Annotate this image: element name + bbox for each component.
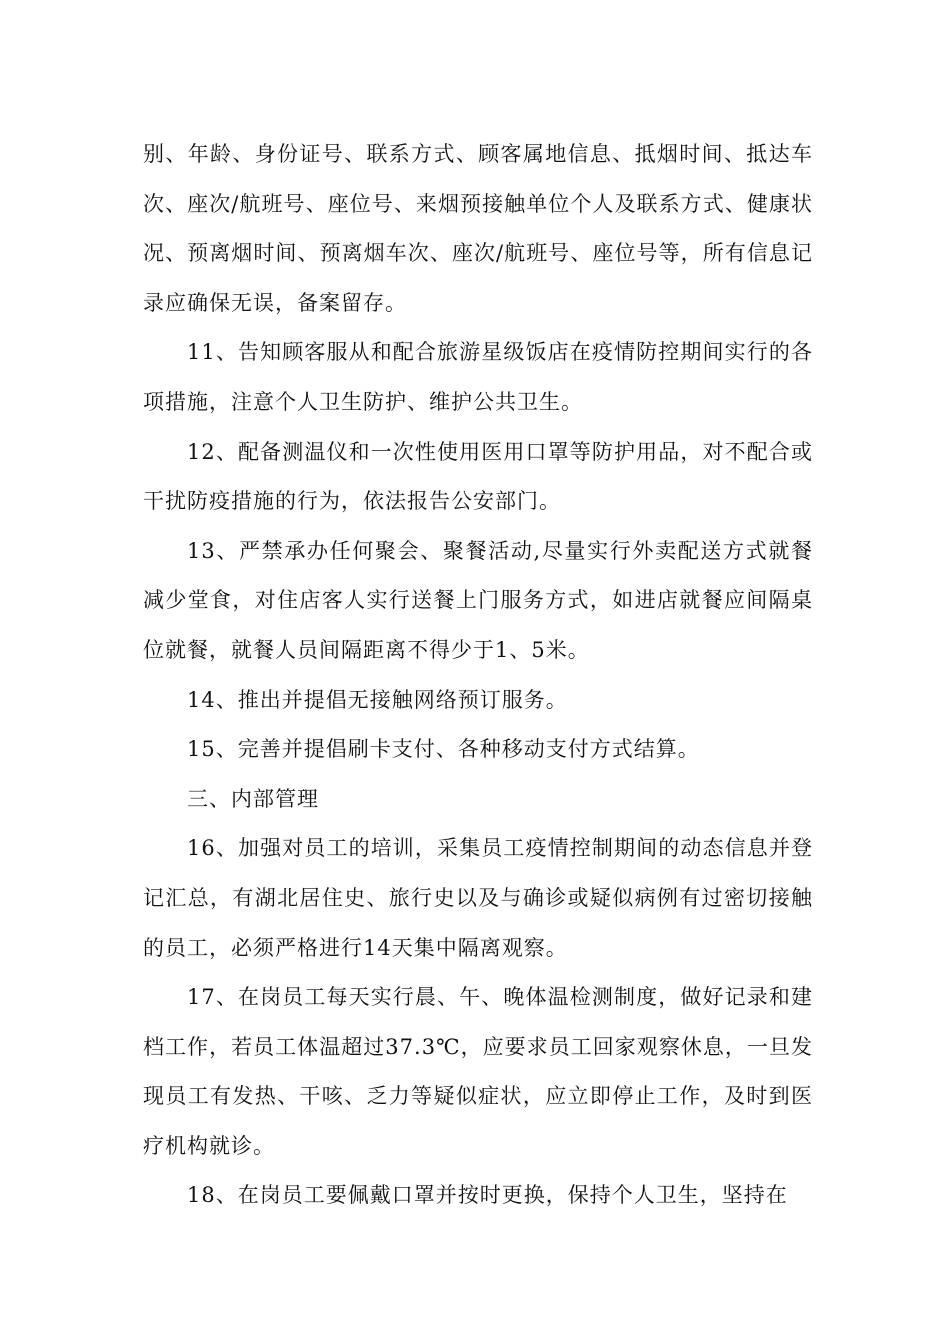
section-heading-internal-management: 三、内部管理	[187, 786, 319, 811]
paragraph-item-18: 18、在岗员工要佩戴口罩并按时更换，保持个人卫生，坚持在	[187, 1183, 788, 1208]
paragraph-item-15: 15、完善并提倡刷卡支付、各种移动支付方式结算。	[187, 737, 700, 762]
paragraph-item-16: 16、加强对员工的培训，采集员工疫情控制期间的动态信息并登记汇总，有湖北居住史、旅行史以及与确诊或疑似病例有过密切接触的员工，必须严格进行14天集中隔离观察。	[143, 836, 813, 960]
paragraph-continued-guest-info: 别、年龄、身份证号、联系方式、顾客属地信息、抵烟时间、抵达车次、座次/航班号、座位号、来烟预接触单位个人及联系方式、健康状况、预离烟时间、预离烟车次、座次/航班号、座位号等，所有信息记录应确保无误，备案留存。	[143, 142, 813, 315]
paragraph-item-12: 12、配备测温仪和一次性使用医用口罩等防护用品，对不配合或干扰防疫措施的行为，依法报告公安部门。	[143, 439, 813, 514]
document-body	[143, 130, 813, 1221]
paragraph-item-11: 11、告知顾客服从和配合旅游星级饭店在疫情防控期间实行的各项措施，注意个人卫生防护、维护公共卫生。	[143, 340, 813, 414]
paragraph-item-14: 14、推出并提倡无接触网络预订服务。	[187, 687, 568, 712]
paragraph-item-13: 13、严禁承办任何聚会、聚餐活动,尽量实行外卖配送方式就餐减少堂食，对住店客人实行送餐上门服务方式，如进店就餐应间隔桌位就餐，就餐人员间隔距离不得少于1、5米。	[143, 538, 813, 662]
paragraph-item-17: 17、在岗员工每天实行晨、午、晚体温检测制度，做好记录和建档工作，若员工体温超过37.3℃，应要求员工回家观察休息，一旦发现员工有发热、干咳、乏力等疑似症状，应立即停止工作，及时到医疗机构就诊。	[143, 985, 813, 1158]
